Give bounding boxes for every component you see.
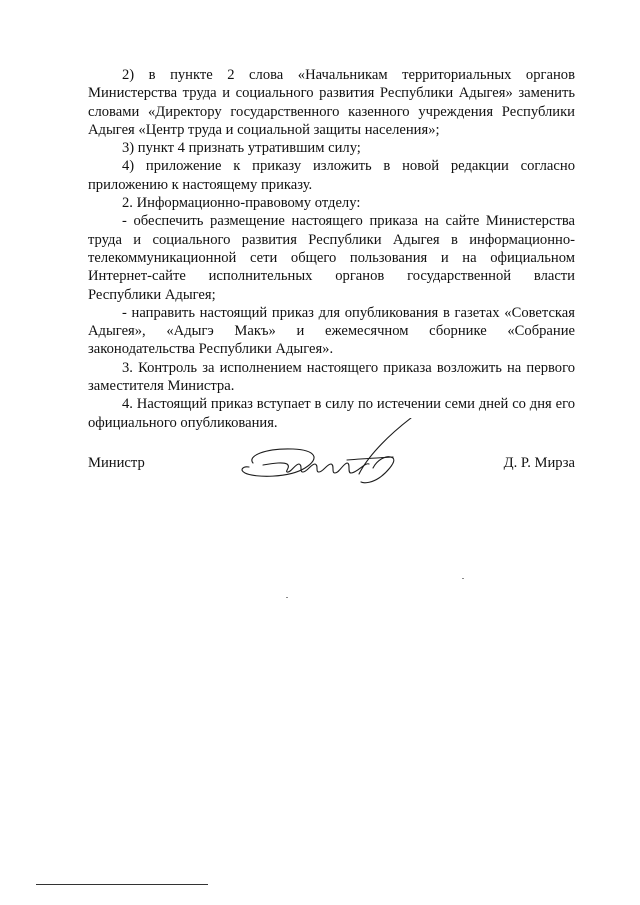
scan-speck xyxy=(286,597,288,598)
signatory-title: Министр xyxy=(88,455,145,471)
paragraph-replace-words: 2) в пункте 2 слова «Начальникам территориальных органов Министерства труда и социального развития Республики Адыгея» заменить словами «Директору государственного казенного учреждения Республики Адыгея «Центр труда и социальной защиты населения»; xyxy=(88,67,575,138)
footer-rule xyxy=(36,884,208,885)
paragraph-appendix: 4) приложение к приказу изложить в новой редакции согласно приложению к настоящему приказу. xyxy=(88,158,575,193)
document-body xyxy=(88,66,575,432)
scan-speck xyxy=(462,578,464,579)
signatory-name: Д. Р. Мирза xyxy=(503,455,575,471)
paragraph-publish-site: - обеспечить размещение настоящего приказа на сайте Министерства труда и социального развития Республики Адыгея в информационно-телекоммуникационной сети общего пользования и на официальном Интернет-сайте исполнительных органов государственной власти Республики Адыгея; xyxy=(88,213,575,303)
paragraph-control: 3. Контроль за исполнением настоящего приказа возложить на первого заместителя Министра. xyxy=(88,359,575,395)
paragraph-point-4-void: 3) пункт 4 признать утратившим силу; xyxy=(122,140,361,157)
paragraph-legal-dept: 2. Информационно-правовому отделу: xyxy=(122,195,361,212)
handwritten-signature xyxy=(235,418,415,503)
paragraph-effective-date: 4. Настоящий приказ вступает в силу по истечении семи дней со дня его официального опубликования. xyxy=(88,396,575,431)
paragraph-publish-newspapers: - направить настоящий приказ для опубликования в газетах «Советская Адыгея», «Адыгэ Макъ» и ежемесячном сборнике «Собрание законодательства Республики Адыгея». xyxy=(88,304,575,358)
